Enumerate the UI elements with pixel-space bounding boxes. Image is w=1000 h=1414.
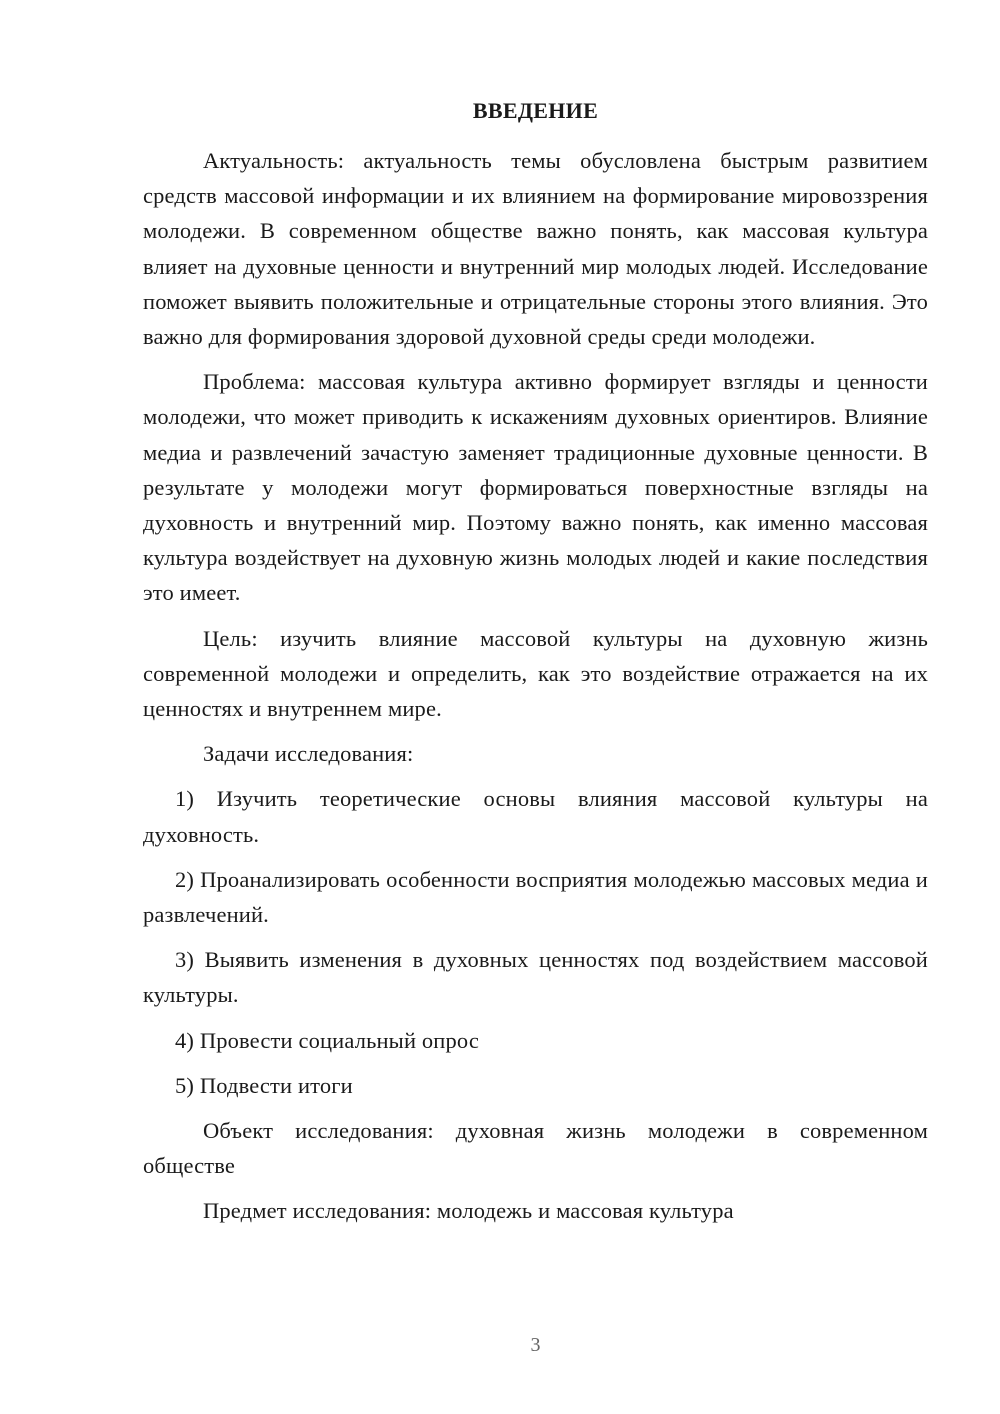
- tasks-heading: Задачи исследования:: [203, 741, 414, 767]
- task-item-3: 3) Выявить изменения в духовных ценностях под воздействием массовой культуры.: [143, 947, 928, 1008]
- task-item-5: 5) Подвести итоги: [175, 1072, 353, 1098]
- task-item-1: 1) Изучить теоретические основы влияния массовой культуры на духовность.: [143, 786, 928, 847]
- page-number: 3: [530, 1334, 541, 1356]
- document-page: [143, 0, 928, 1414]
- subject-paragraph: Предмет исследования: молодежь и массовая культура: [203, 1198, 734, 1224]
- object-paragraph: Объект исследования: духовная жизнь молодежи в современном обществе: [143, 1118, 928, 1179]
- document-body: [143, 143, 928, 1229]
- relevance-paragraph: Актуальность: актуальность темы обусловлена быстрым развитием средств массовой информации и их влиянием на формирование мировоззрения молодежи. В современном обществе важно понять, как массовая культура влияет на духовные ценности и внутренний мир молодых людей. Исследование поможет выявить положительные и отрицательные стороны этого влияния. Это важно для формирования здоровой духовной среды среди молодежи.: [143, 148, 928, 350]
- task-item-4: 4) Провести социальный опрос: [175, 1027, 479, 1053]
- task-item-2: 2) Проанализировать особенности восприятия молодежью массовых медиа и развлечений.: [143, 866, 928, 928]
- problem-paragraph: Проблема: массовая культура активно формирует взгляды и ценности молодежи, что может приводить к искажениям духовных ориентиров. Влияние медиа и развлечений зачастую заменяет традиционные духовные ценности. В результате у молодежи могут формироваться поверхностные взгляды на духовность и внутренний мир. Поэтому важно понять, как именно массовая культура воздействует на духовную жизнь молодых людей и какие последствия это имеет.: [143, 369, 928, 606]
- goal-paragraph: Цель: изучить влияние массовой культуры на духовную жизнь современной молодежи и определить, как это воздействие отражается на их ценностях и внутреннем мире.: [143, 625, 928, 722]
- section-title: ВВЕДЕНИЕ: [472, 98, 599, 123]
